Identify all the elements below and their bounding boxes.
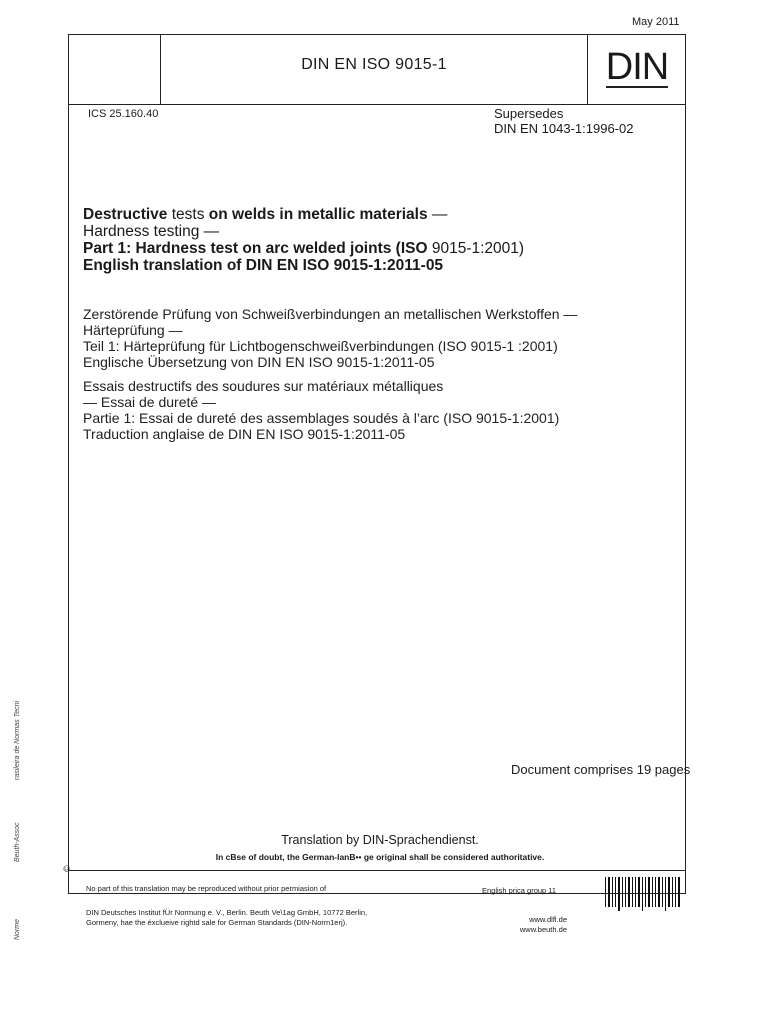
header-divider [68, 104, 686, 105]
reproduction-notice: No part of this translation may be reproduced without prior permiasion of [86, 884, 327, 893]
website-link-din[interactable]: www.dlfl.de [529, 915, 567, 924]
english-title-line2: Hardness testing — [83, 223, 220, 240]
german-title-line2: Härteprüfung — [83, 322, 183, 338]
margin-text-abnt: rasileira de Normas Tecni [14, 700, 21, 780]
german-title-line1: Zerstörende Prüfung von Schweißverbindungen an metallischen Werkstoffen — [83, 306, 578, 322]
margin-text-beuth: Beuth-Assoc [14, 822, 21, 862]
publisher-info-line2: Gormeny, hae the éxclueive rightd sale for German Standards (DIN-Norm1erj). [86, 918, 348, 927]
website-link-beuth[interactable]: www.beuth.de [519, 925, 567, 934]
barcode-icon [605, 877, 680, 917]
margin-text-norme: Norme [14, 918, 21, 940]
french-title-line3: Partie 1: Essai de dureté des assemblages soudés à l’arc (ISO 9015-1:2001) [83, 410, 560, 426]
din-logo-text: DIN [605, 46, 669, 88]
french-title-line1: Essais destructifs des soudures sur matériaux métalliques [83, 378, 444, 394]
publisher-info [86, 908, 367, 928]
authoritative-note: In cBse of doubt, the German-lanB•• ge original shall be considered authoritative. [215, 852, 545, 862]
footer-divider [68, 870, 686, 871]
german-title [83, 306, 577, 370]
ics-code: ICS 25.160.40 [88, 108, 159, 120]
copyright-symbol: © [62, 865, 72, 872]
german-title-line3: Teil 1: Härteprüfung für Lichtbogenschweißverbindungen (ISO 9015-1 :2001) [83, 338, 558, 354]
english-title-line3: Part 1: Hardness test on arc welded joints (ISO 9015-1:2001) [83, 240, 525, 257]
publication-date: May 2011 [632, 16, 680, 28]
page-count: Document comprises 19 pages [511, 762, 691, 777]
french-title-line4: Traduction anglaise de DIN EN ISO 9015-1:2011-05 [83, 426, 406, 442]
french-title [83, 378, 559, 442]
price-group: English prica group 11 [482, 886, 557, 895]
website-links [514, 915, 567, 935]
english-title-line1: Destructive tests on welds in metallic materials — [83, 206, 448, 223]
english-title-line4: English translation of DIN EN ISO 9015-1:2011-05 [83, 257, 444, 274]
supersedes-block [494, 106, 633, 136]
supersedes-value: DIN EN 1043-1:1996-02 [494, 121, 634, 136]
english-title [83, 206, 524, 274]
french-title-line2: — Essai de dureté — [83, 394, 217, 410]
translation-note: Translation by DIN-Sprachendienst. [281, 833, 479, 847]
din-logo [588, 44, 686, 90]
supersedes-label: Supersedes [494, 106, 564, 121]
german-title-line4: Englische Übersetzung von DIN EN ISO 9015-1:2011-05 [83, 354, 435, 370]
standard-number: DIN EN ISO 9015-1 [301, 56, 447, 73]
publisher-info-line1: DIN Deutsches Institut fÜr Normung e. V., Berlin. Beuth Ve\1ag GmbH, 10772 Berlin, [86, 908, 368, 917]
